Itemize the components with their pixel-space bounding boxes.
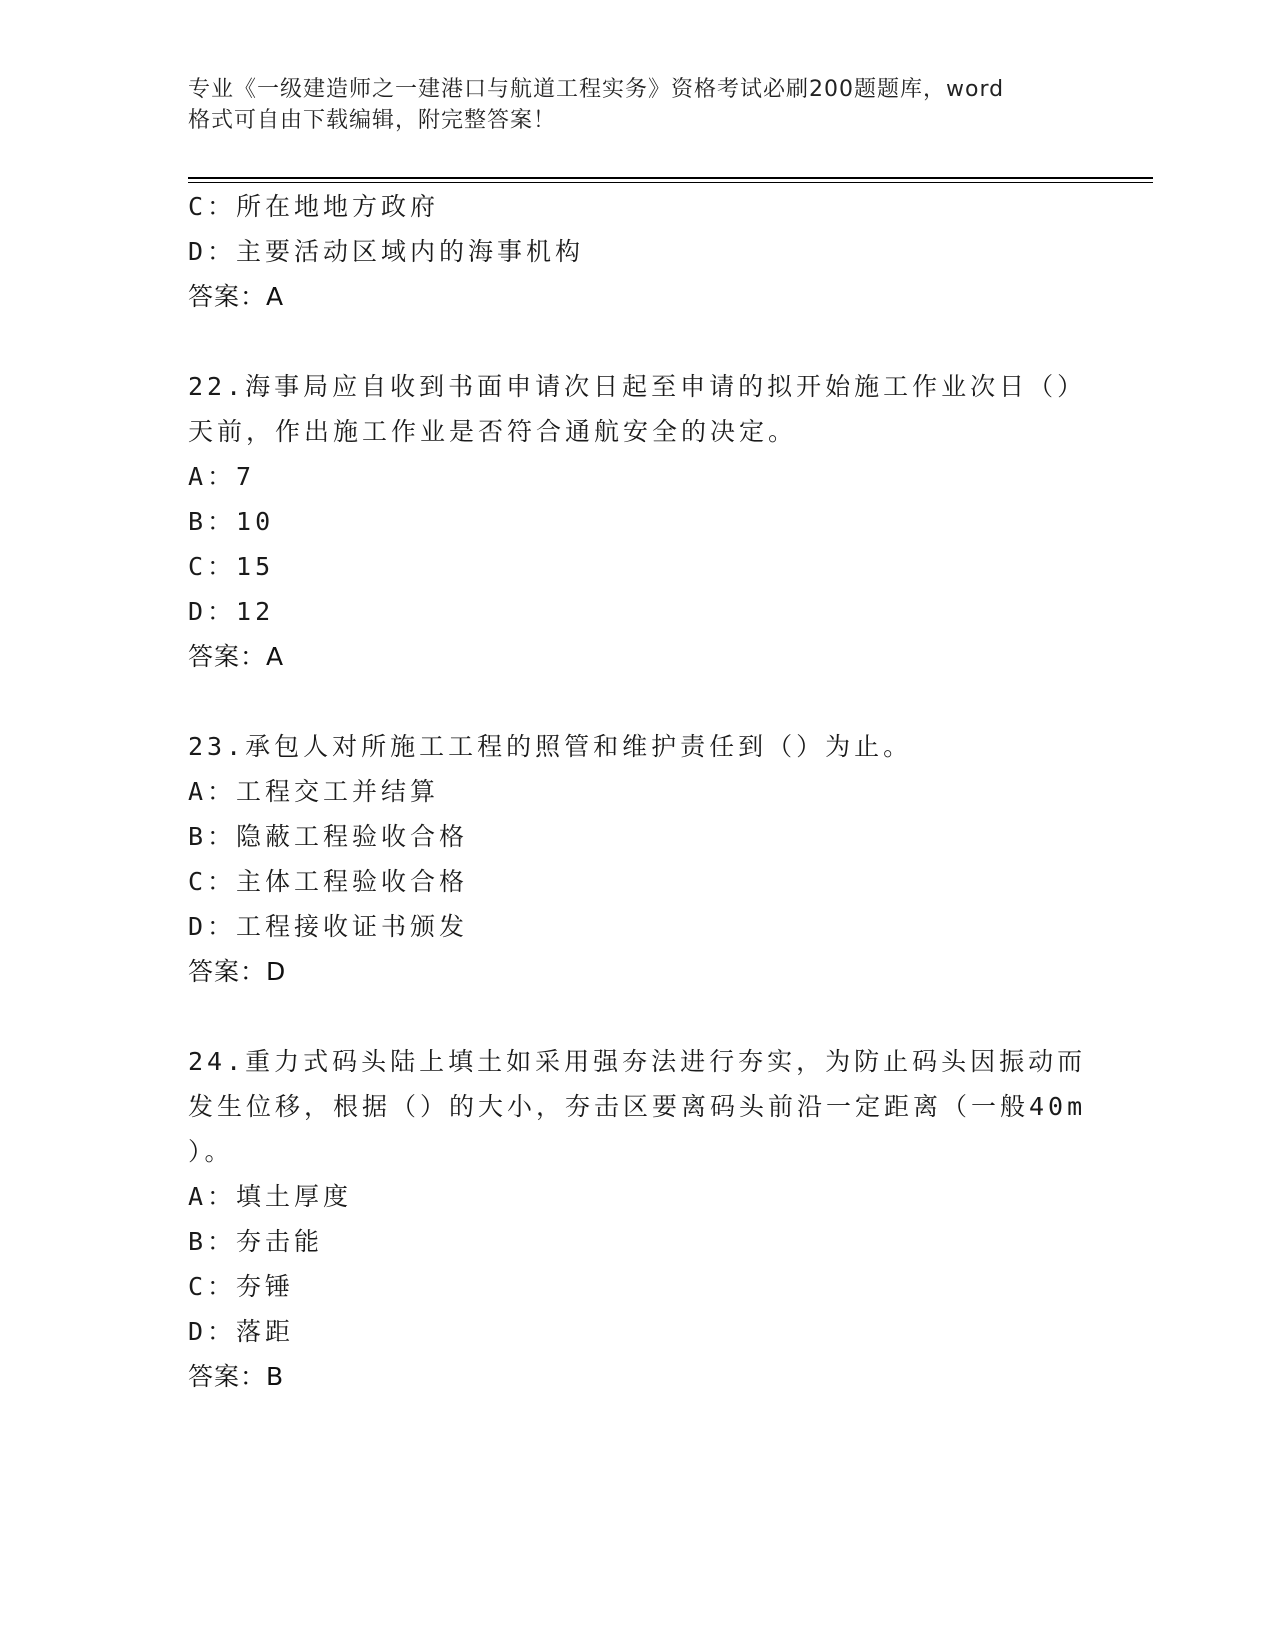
header-line-2: 格式可自由下载编辑，附完整答案！	[188, 108, 557, 133]
q23-option-a: A：工程交工并结算	[188, 777, 440, 806]
q24-stem-line-1: 24.重力式码头陆上填土如采用强夯法进行夯实，为防止码头因振动而	[188, 1047, 1087, 1076]
q22-option-c: C：15	[188, 552, 275, 581]
q22-option-b: B：10	[188, 507, 275, 536]
q23-option-d: D：工程接收证书颁发	[188, 912, 469, 941]
prev-option-d: D：主要活动区域内的海事机构	[188, 237, 585, 266]
prev-answer: 答案：A	[188, 282, 285, 311]
q22-answer: 答案：A	[188, 642, 285, 671]
q23-answer: 答案：D	[188, 957, 287, 986]
q24-stem-line-3: ）。	[188, 1137, 234, 1166]
q22-stem-line-2: 天前，作出施工作业是否符合通航安全的决定。	[188, 417, 798, 446]
prev-option-c: C：所在地地方政府	[188, 192, 440, 221]
q23-stem-line-1: 23.承包人对所施工工程的照管和维护责任到（）为止。	[188, 732, 913, 761]
q23-option-c: C：主体工程验收合格	[188, 867, 469, 896]
header-divider-thin	[188, 182, 1153, 183]
document-header	[188, 74, 1068, 136]
q24-option-a: A：填土厚度	[188, 1182, 353, 1211]
q22-option-a: A：7	[188, 462, 256, 491]
q22-stem-line-1: 22.海事局应自收到书面申请次日起至申请的拟开始施工作业次日（）	[188, 372, 1087, 401]
q22-option-d: D：12	[188, 597, 275, 626]
header-divider-thick	[188, 177, 1153, 179]
q24-answer: 答案：B	[188, 1362, 285, 1391]
header-line-1: 专业《一级建造师之一建港口与航道工程实务》资格考试必刷200题题库，word	[188, 77, 1005, 102]
q24-stem-line-2: 发生位移，根据（）的大小，夯击区要离码头前沿一定距离（一般40m	[188, 1092, 1087, 1121]
q24-option-b: B：夯击能	[188, 1227, 324, 1256]
q23-option-b: B：隐蔽工程验收合格	[188, 822, 469, 851]
q24-option-c: C：夯锤	[188, 1272, 295, 1301]
q24-option-d: D：落距	[188, 1317, 295, 1346]
